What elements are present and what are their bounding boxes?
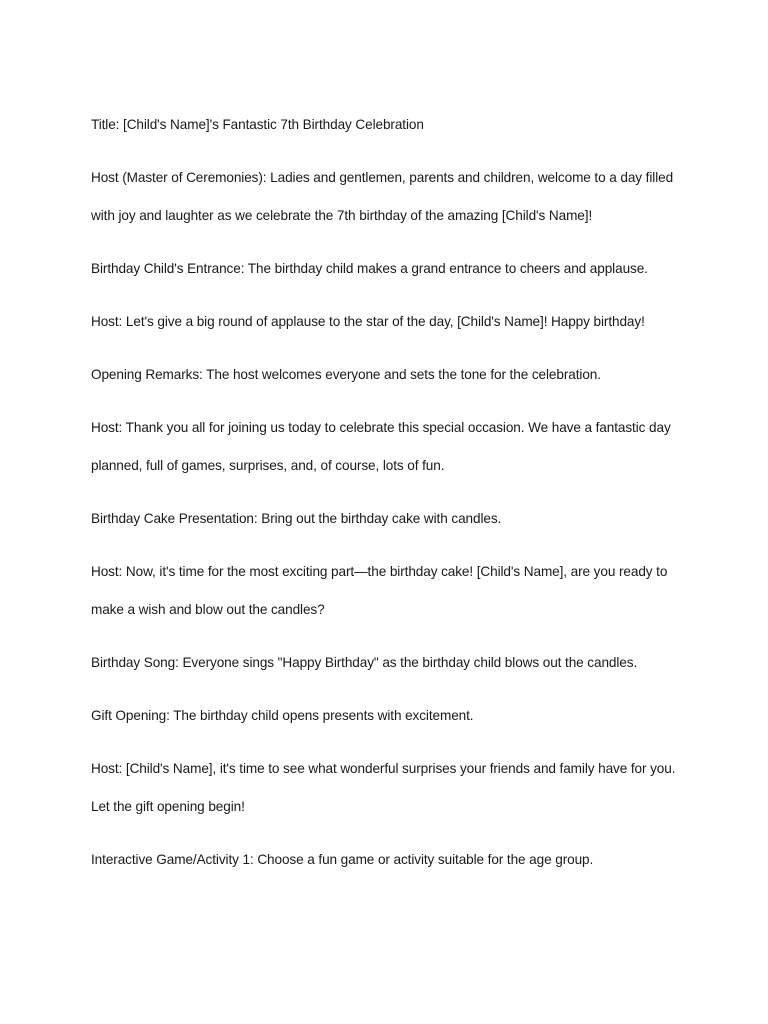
child-entrance: Birthday Child's Entrance: The birthday child makes a grand entrance to cheers and applause.	[91, 261, 648, 276]
host-welcome: Host (Master of Ceremonies): Ladies and gentlemen, parents and children, welcome to a day filled with joy and laughter as we celebrate the 7th birthday of the amazing [Child's Name]!	[91, 170, 674, 223]
host-applause: Host: Let's give a big round of applause to the star of the day, [Child's Name]! Happy birthday!	[91, 314, 645, 329]
title-line: Title: [Child's Name]'s Fantastic 7th Birthday Celebration	[91, 117, 424, 132]
document-body	[91, 106, 691, 894]
opening-remarks: Opening Remarks: The host welcomes everyone and sets the tone for the celebration.	[91, 367, 601, 382]
cake-presentation: Birthday Cake Presentation: Bring out the birthday cake with candles.	[91, 511, 502, 526]
birthday-song: Birthday Song: Everyone sings "Happy Birthday" as the birthday child blows out the candles.	[91, 655, 638, 670]
host-cake: Host: Now, it's time for the most exciting part—the birthday cake! [Child's Name], are you ready to make a wish and blow out the candles?	[91, 564, 668, 617]
host-gifts: Host: [Child's Name], it's time to see what wonderful surprises your friends and family have for you. Let the gift opening begin!	[91, 761, 676, 814]
host-thank-you: Host: Thank you all for joining us today to celebrate this special occasion. We have a fantastic day planned, full of games, surprises, and, of course, lots of fun.	[91, 420, 671, 473]
gift-opening: Gift Opening: The birthday child opens presents with excitement.	[91, 708, 474, 723]
interactive-game-1: Interactive Game/Activity 1: Choose a fun game or activity suitable for the age group.	[91, 852, 594, 867]
